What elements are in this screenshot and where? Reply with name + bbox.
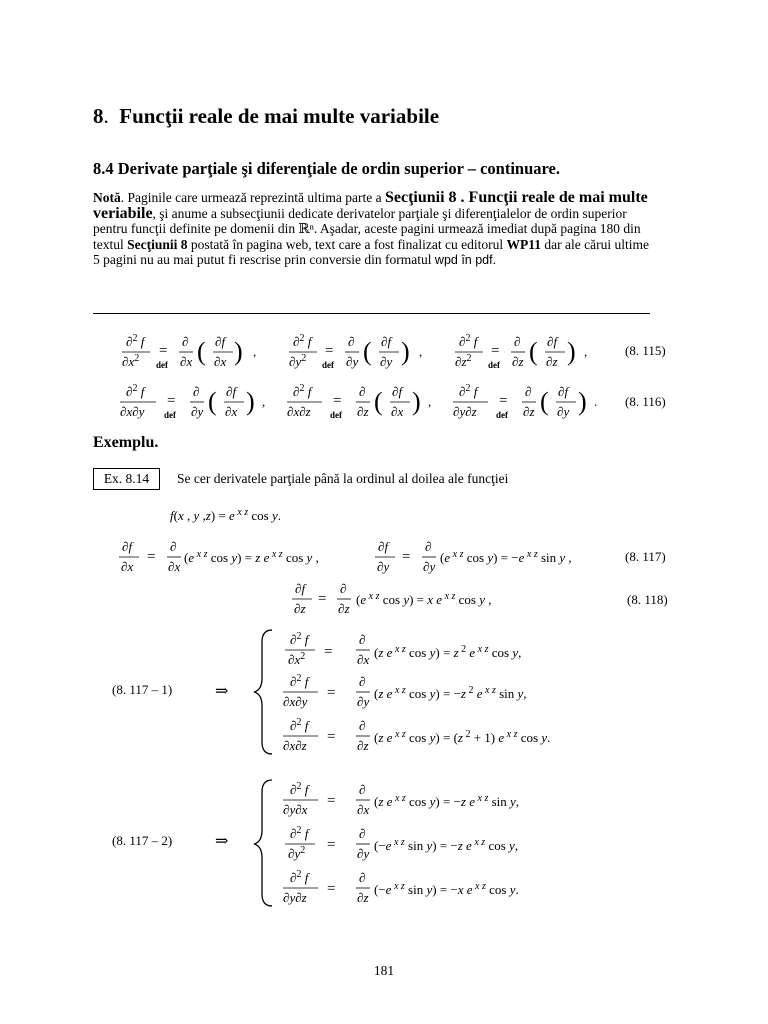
svg-text:∂2 f: ∂$^2$ f [290, 717, 309, 733]
svg-text:∂: ∂ [525, 384, 532, 399]
svg-text:∂: ∂ [359, 674, 366, 689]
note-label: Notă [93, 190, 121, 205]
svg-text:=: = [327, 881, 336, 897]
svg-text:=: = [491, 343, 500, 359]
svg-text:=: = [147, 549, 156, 565]
note-ref-1: Secţiunii 8 . Funcţii reale de mai multe veriabile [93, 189, 648, 222]
svg-text:∂y∂z: ∂y∂z [283, 890, 307, 905]
svg-text:∂z: ∂z [546, 354, 558, 369]
svg-text:=: = [327, 685, 336, 701]
note-ref-3: WP11 [506, 236, 542, 252]
svg-text:∂x: ∂x [357, 652, 370, 667]
system-8-117-2 [112, 780, 519, 906]
page-number: 181 [373, 963, 395, 978]
svg-text:(e x z cos y) = −e x z sin y ,: (e $^{x z}$ cos y) = −e $^{x z}$ sin y , [440, 549, 572, 565]
svg-text:(: ( [374, 387, 383, 416]
svg-text:(: ( [208, 387, 217, 416]
chapter-title: 8. Funcţii reale de mai multe variabile [93, 104, 440, 128]
svg-text:def: def [488, 360, 500, 370]
sys-label-1: (8. 117 – 1) [112, 682, 173, 697]
svg-text:∂f: ∂f [295, 581, 306, 596]
formula-8-116 [120, 383, 666, 420]
svg-text:(−e x z sin y) = −x e x z cos: (−e $^{x z}$ sin y) = −x e $^{x z}$ cos y. [374, 881, 519, 897]
section-title: 8.4 Derivate parţiale şi diferenţiale de ordin superior – continuare. [93, 159, 560, 178]
svg-text:∂z: ∂z [512, 354, 524, 369]
svg-text:): ) [567, 337, 576, 366]
svg-text:∂: ∂ [425, 539, 432, 554]
svg-text:∂2 f: ∂$^2$ f [459, 383, 478, 399]
svg-text:): ) [234, 337, 243, 366]
svg-text:,: , [428, 394, 432, 409]
svg-text:∂z: ∂z [357, 890, 369, 905]
svg-text:∂: ∂ [359, 782, 366, 797]
svg-text:∂f: ∂f [381, 334, 392, 349]
svg-text:def: def [330, 410, 342, 420]
svg-text:f(x , y ,z) = e x z cos y.: f(x , y ,z) = e $^{x z}$ cos y. [170, 507, 282, 523]
svg-text:(z e x z cos y) = −z 2 e x z: (z e $^{x z}$ cos y) = −z $^2$ e $^{x z}$ sin y, [374, 685, 527, 701]
svg-text:∂: ∂ [514, 334, 521, 349]
svg-text:∂z: ∂z [357, 738, 369, 753]
svg-text:=: = [318, 591, 327, 607]
svg-text:=: = [327, 837, 336, 853]
svg-text:∂: ∂ [193, 384, 200, 399]
svg-text:(z e x z cos y) = (z 2 + 1) e: (z e $^{x z}$ cos y) = (z $^2$ + 1) e $^{x z}$ cos y. [374, 729, 551, 745]
sys-label-2: (8. 117 – 2) [112, 833, 173, 848]
svg-text:=: = [327, 793, 336, 809]
svg-text:∂y∂z: ∂y∂z [453, 404, 477, 419]
svg-text:=: = [167, 393, 176, 409]
svg-text:=: = [327, 729, 336, 745]
svg-text:(e x z cos y) = z e x z cos y: (e $^{x z}$ cos y) = z e $^{x z}$ cos y , [184, 549, 319, 565]
svg-text:): ) [246, 387, 255, 416]
formula-8-115 [122, 333, 666, 370]
svg-text:∂f: ∂f [558, 384, 569, 399]
svg-text:∂2 f: ∂$^2$ f [290, 869, 309, 885]
chapter-title-text: Funcţii reale de mai multe variabile [119, 104, 440, 128]
svg-text:∂y: ∂y [380, 354, 393, 369]
svg-text:∂y∂x: ∂y∂x [283, 802, 308, 817]
svg-text:∂y: ∂y [377, 559, 390, 574]
svg-text:=: = [325, 343, 334, 359]
svg-text:∂z: ∂z [338, 601, 350, 616]
example-heading: Exemplu. [93, 434, 159, 451]
svg-text:def: def [156, 360, 168, 370]
svg-text:∂y: ∂y [346, 354, 359, 369]
svg-text:∂x: ∂x [357, 802, 370, 817]
svg-text:∂2 f: ∂$^2$ f [293, 383, 312, 399]
svg-text:∂y: ∂y [357, 694, 370, 709]
svg-text:∂f: ∂f [392, 384, 403, 399]
svg-text:(−e x z sin y) = −z e x z cos: (−e $^{x z}$ sin y) = −z e $^{x z}$ cos y, [374, 837, 519, 853]
svg-text:,: , [419, 344, 423, 359]
eq-label-8-115: (8. 115) [625, 343, 666, 358]
example-statement: Se cer derivatele parţiale până la ordinul al doilea ale funcţiei [177, 471, 509, 486]
svg-text:): ) [401, 337, 410, 366]
svg-text:∂2 f: ∂$^2$ f [293, 333, 312, 349]
svg-text:∂: ∂ [340, 581, 347, 596]
svg-text:∂2 f: ∂$^2$ f [126, 333, 145, 349]
svg-text:,: , [584, 344, 588, 359]
svg-text:(z e x z cos y) = −z e x z si: (z e $^{x z}$ cos y) = −z e $^{x z}$ sin y, [374, 793, 520, 809]
svg-text:(z e x z cos y) = z 2 e x z c: (z e $^{x z}$ cos y) = z $^2$ e $^{x z}$ cos y, [374, 644, 522, 660]
svg-text:∂f: ∂f [215, 334, 226, 349]
eq-label-8-118: (8. 118) [627, 592, 668, 607]
svg-text:∂z: ∂z [294, 601, 306, 616]
system-8-117-1 [112, 630, 550, 754]
svg-text:.: . [594, 394, 598, 409]
note-text-3: postată în pagina web, text care a fost finalizat cu editorul [187, 236, 507, 252]
chapter-number: 8 [93, 104, 104, 128]
svg-text:=: = [499, 393, 508, 409]
svg-text:∂: ∂ [348, 334, 355, 349]
svg-text:∂z: ∂z [523, 404, 535, 419]
note-text-5: . [492, 252, 496, 268]
svg-text:∂: ∂ [359, 870, 366, 885]
svg-text:∂2 f: ∂$^2$ f [126, 383, 145, 399]
svg-text:∂f: ∂f [378, 539, 389, 554]
svg-text:∂f: ∂f [547, 334, 558, 349]
svg-text:def: def [164, 410, 176, 420]
svg-text:(e x z cos y) = x e x z cos y: (e $^{x z}$ cos y) = x e $^{x z}$ cos y , [356, 591, 492, 607]
svg-text:∂y: ∂y [191, 404, 204, 419]
note-ref-4: wpd în pdf [434, 253, 493, 268]
svg-text:=: = [333, 393, 342, 409]
svg-text:∂: ∂ [182, 334, 189, 349]
svg-text:∂y2: $\partial y^2$ [288, 845, 306, 861]
svg-text:): ) [412, 387, 421, 416]
svg-text:∂x∂z: ∂x∂z [283, 738, 307, 753]
svg-text:∂2 f: ∂$^2$ f [290, 825, 309, 841]
formula-8-118 [292, 581, 668, 616]
svg-text:(: ( [529, 337, 538, 366]
svg-text:∂x∂y: ∂x∂y [120, 404, 145, 419]
note-text-1: . Paginile care urmează reprezintă ultima parte a [120, 190, 385, 205]
eq-label-8-117: (8. 117) [625, 549, 666, 564]
svg-text:∂2 f: ∂$^2$ f [459, 333, 478, 349]
svg-text:∂z: ∂z [357, 404, 369, 419]
svg-text:(: ( [197, 337, 206, 366]
svg-text:∂y: ∂y [423, 559, 436, 574]
svg-text:=: = [159, 343, 168, 359]
svg-text:∂: ∂ [359, 384, 366, 399]
svg-text:∂x∂y: ∂x∂y [283, 694, 308, 709]
svg-text:∂x: ∂x [180, 354, 193, 369]
eq-label-8-116: (8. 116) [625, 394, 666, 409]
svg-text:∂x∂z: ∂x∂z [287, 404, 311, 419]
svg-text:∂y: ∂y [357, 846, 370, 861]
svg-text:∂x: ∂x [168, 559, 181, 574]
note-ref-2: Secţiunii 8 [127, 236, 188, 252]
formula-8-117 [119, 539, 666, 574]
function-definition [170, 507, 281, 523]
svg-text:): ) [578, 387, 587, 416]
example-box-label: Ex. 8.14 [93, 468, 160, 490]
svg-text:∂2 f: ∂$^2$ f [290, 781, 309, 797]
svg-text:∂x: ∂x [391, 404, 404, 419]
svg-text:∂x2: $\partial x^2$ [122, 353, 140, 369]
svg-text:∂z2: $\partial z^2$ [455, 353, 472, 369]
svg-text:∂x: ∂x [121, 559, 134, 574]
svg-text:∂: ∂ [359, 632, 366, 647]
svg-text:(: ( [540, 387, 549, 416]
svg-text:=: = [402, 549, 411, 565]
svg-text:def: def [496, 410, 508, 420]
svg-text:∂y: ∂y [557, 404, 570, 419]
svg-text:∂2 f: ∂$^2$ f [290, 631, 309, 647]
svg-text:∂f: ∂f [122, 539, 133, 554]
svg-text:,: , [262, 394, 266, 409]
svg-text:def: def [322, 360, 334, 370]
svg-text:∂: ∂ [359, 718, 366, 733]
note-text-4: dar ale cărui ultime 5 pagini nu au mai putut fi rescrise prin conversie din formatul [93, 236, 649, 268]
svg-text:∂x: ∂x [225, 404, 238, 419]
svg-text:⇒: ⇒ [215, 683, 229, 700]
svg-text:,: , [253, 344, 257, 359]
svg-text:⇒: ⇒ [215, 833, 229, 850]
note-text-2: , şi anume a subsecţiunii dedicate derivatelor parţiale şi diferenţialelor de ordin superior pentru funcţii definite pe domenii din ℝⁿ. Aşadar, aceste pagini urmează imediat după pagina 180 din textul [93, 205, 641, 252]
svg-text:∂x2: $\partial x^2$ [288, 651, 306, 667]
svg-text:∂y2: $\partial y^2$ [289, 353, 307, 369]
svg-text:(: ( [363, 337, 372, 366]
svg-text:∂f: ∂f [226, 384, 237, 399]
svg-text:∂: ∂ [170, 539, 177, 554]
svg-text:∂: ∂ [359, 826, 366, 841]
svg-text:=: = [324, 644, 333, 660]
svg-text:∂2 f: ∂$^2$ f [290, 673, 309, 689]
svg-text:∂x: ∂x [214, 354, 227, 369]
